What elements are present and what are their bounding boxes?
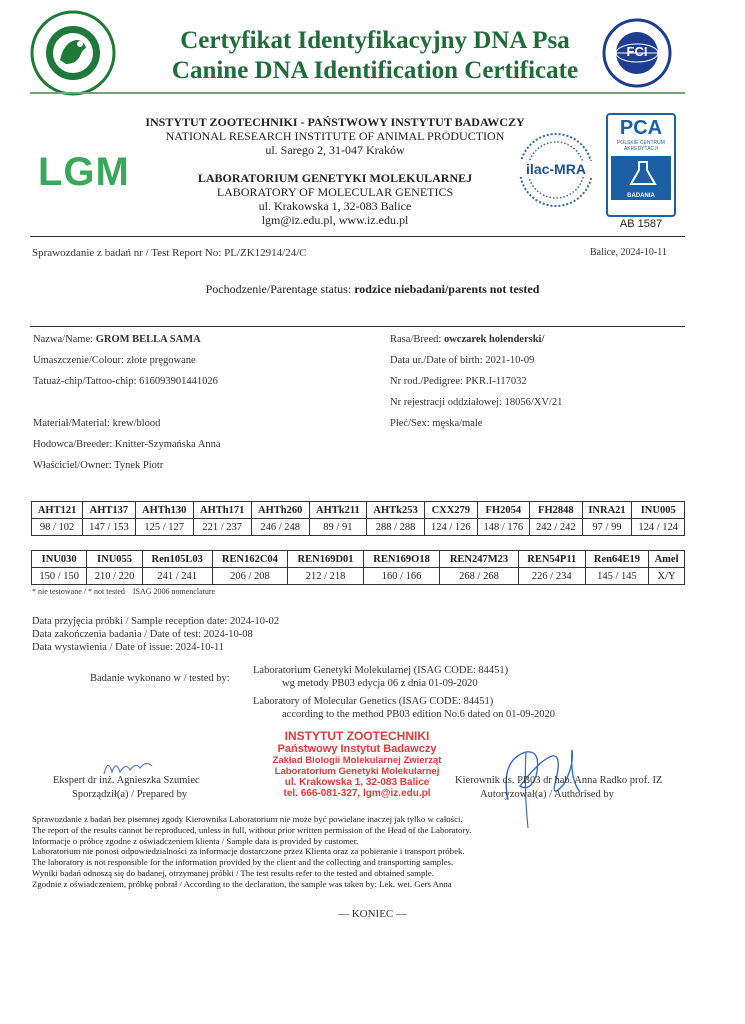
allele-value-cell: 246 / 248: [251, 519, 309, 536]
ilac-label: ilac-MRA: [518, 161, 594, 177]
signature-right-role: Autoryzował(a) / Authorised by: [480, 789, 614, 800]
marker-header-cell: CXX279: [425, 502, 478, 519]
marker-header-cell: AHT137: [83, 502, 136, 519]
zkwp-emblem-icon: [30, 10, 116, 96]
signature-left-name: Ekspert dr inż. Agnieszka Szumiec: [53, 775, 200, 786]
footer-notes: [32, 814, 692, 890]
allele-value-cell: 206 / 208: [212, 568, 288, 585]
tested-pl-2: wg metody PB03 edycja 06 z dnia 01-09-2020: [282, 678, 478, 689]
lab-name-en: LABORATORY OF MOLECULAR GENETICS: [216, 185, 454, 199]
institute-stamp: [248, 730, 466, 799]
allele-table-2: [31, 550, 685, 585]
marker-header-cell: REN247M23: [440, 551, 519, 568]
stamp-line-2: Państwowy Instytut Badawczy: [277, 743, 437, 755]
allele-value-cell: 241 / 241: [142, 568, 212, 585]
allele-table-1-header: [32, 502, 685, 519]
footer-line: Zgodnie z oświadczeniem, próbkę pobrał / According to the declaration, the sample was taken by: Lek. wet. Gers Anna: [32, 878, 452, 889]
marker-header-cell: INRA21: [582, 502, 632, 519]
marker-header-cell: Ren105L03: [142, 551, 212, 568]
signature-left-role: Sporządził(a) / Prepared by: [72, 789, 188, 800]
allele-value-cell: 212 / 218: [288, 568, 364, 585]
stamp-line-6: tel. 666-081-327, lgm@iz.edu.pl: [283, 788, 431, 799]
stamp-line-5: ul. Krakowska 1, 32-083 Balice: [284, 777, 430, 788]
parentage-label: Pochodzenie/Parentage status:: [205, 282, 352, 296]
pca-title: PCA: [619, 117, 663, 139]
marker-header-cell: AHTk253: [367, 502, 425, 519]
dog-breed-label: Rasa/Breed:: [390, 334, 442, 345]
allele-value-cell: 124 / 124: [632, 519, 685, 536]
allele-table-2-header: [32, 551, 685, 568]
fci-logo: [602, 18, 672, 88]
footer-line: The report of the results cannot be reproduced, unless in full, without prior written permission of the Head of the Laboratory.: [32, 824, 472, 835]
marker-header-cell: AHTh171: [193, 502, 251, 519]
allele-value-cell: X/Y: [649, 568, 685, 585]
dog-colour: Umaszczenie/Colour: złote pręgowane: [33, 355, 196, 366]
report-date: Balice, 2024-10-11: [590, 247, 667, 258]
dog-breeder: Hodowca/Breeder: Knitter-Szymańska Anna: [33, 439, 221, 450]
marker-header-cell: FH2848: [530, 502, 583, 519]
allele-value-cell: 221 / 237: [193, 519, 251, 536]
dog-name: [33, 334, 201, 345]
institute-name-en: NATIONAL RESEARCH INSTITUTE OF ANIMAL PRODUCTION: [165, 129, 505, 143]
allele-value-cell: 89 / 91: [309, 519, 366, 536]
title-pl: Certyfikat Identyfikacyjny DNA Psa: [180, 27, 570, 54]
signature-right-name: Kierownik ds. PB03 dr hab. Anna Radko prof. IZ: [455, 775, 663, 786]
flask-icon: [613, 158, 673, 192]
marker-header-cell: INU005: [632, 502, 685, 519]
marker-header-cell: AHTh260: [251, 502, 309, 519]
marker-header-cell: INU030: [32, 551, 87, 568]
footer-line: Informacje o próbce zgodne z oświadczeniem klienta / Sample data is provided by customer.: [32, 835, 359, 846]
marker-header-cell: AHTk211: [309, 502, 366, 519]
rule-2: [30, 326, 685, 327]
allele-value-cell: 150 / 150: [32, 568, 87, 585]
marker-header-cell: REN162C04: [212, 551, 288, 568]
footer-line: Laboratorium nie ponosi odpowiedzialności za informacje dostarczone przez Klienta oraz za pobieranie i transport próbek.: [32, 846, 465, 857]
pca-number: AB 1587: [619, 218, 663, 230]
marker-header-cell: REN169O18: [363, 551, 439, 568]
dog-pedigree: Nr rod./Pedigree: PKR.I-117032: [390, 376, 527, 387]
pca-logo: [606, 113, 676, 217]
institute-name-pl: INSTYTUT ZOOTECHNIKI - PAŃSTWOWY INSTYTUT BADAWCZY: [145, 115, 525, 129]
stamp-line-4: Laboratorium Genetyki Molekularnej: [274, 766, 440, 777]
marker-header-cell: AHT121: [32, 502, 83, 519]
fci-label: FCI: [626, 44, 648, 59]
allele-table-1: [31, 501, 685, 536]
date-reception: Data przyjęcia próbki / Sample reception date: 2024-10-02: [32, 616, 279, 627]
dog-material: Materiał/Material: krew/blood: [33, 418, 161, 429]
allele-value-cell: 210 / 220: [87, 568, 142, 585]
tested-label: Badanie wykonano w / tested by:: [90, 673, 230, 684]
pca-badania: BADANIA: [627, 193, 655, 199]
allele-table-1-values: [32, 519, 685, 536]
allele-value-cell: 268 / 268: [440, 568, 519, 585]
zkwp-logo: [30, 10, 116, 96]
marker-header-cell: INU055: [87, 551, 142, 568]
tested-en-2: according to the method PB03 edition No.6 dated on 01-09-2020: [282, 709, 555, 720]
marker-header-cell: AHTh130: [135, 502, 193, 519]
allele-value-cell: 145 / 145: [585, 568, 648, 585]
allele-table-2-values: [32, 568, 685, 585]
dog-sex: Płeć/Sex: męska/male: [390, 418, 483, 429]
report-number: Sprawozdanie z badań nr / Test Report No: PL/ZK12914/24/C: [32, 247, 307, 259]
date-test: Data zakończenia badania / Date of test: 2024-10-08: [32, 629, 253, 640]
stamp-line-1: INSTYTUT ZOOTECHNIKI: [284, 729, 430, 743]
dog-tattoo: Tatuaż-chip/Tattoo-chip: 616093901441026: [33, 376, 218, 387]
stamp-line-3: Zakład Biologii Molekularnej Zwierząt: [272, 755, 442, 766]
institute-block: [100, 115, 570, 227]
allele-value-cell: 97 / 99: [582, 519, 632, 536]
dog-breed: [390, 334, 544, 345]
dog-dob: Data ur./Date of birth: 2021-10-09: [390, 355, 535, 366]
tested-en-1: Laboratory of Molecular Genetics (ISAG CODE: 84451): [253, 696, 494, 707]
allele-value-cell: 288 / 288: [367, 519, 425, 536]
marker-header-cell: FH2054: [477, 502, 530, 519]
header-rule: [30, 92, 685, 94]
allele-value-cell: 125 / 127: [135, 519, 193, 536]
allele-value-cell: 147 / 153: [83, 519, 136, 536]
dog-name-label: Nazwa/Name:: [33, 334, 94, 345]
allele-value-cell: 242 / 242: [530, 519, 583, 536]
tested-pl-1: Laboratorium Genetyki Molekularnej (ISAG CODE: 84451): [253, 665, 509, 676]
marker-header-cell: REN54P11: [518, 551, 585, 568]
lab-name-pl: LABORATORIUM GENETYKI MOLEKULARNEJ: [197, 171, 473, 185]
title-en: Canine DNA Identification Certificate: [171, 57, 579, 84]
pca-flask-box: [611, 156, 671, 200]
date-issue: Data wystawienia / Date of issue: 2024-10-11: [32, 642, 225, 653]
table-note: * nie testowane / * not tested ISAG 2006 nomenclature: [32, 587, 216, 596]
marker-header-cell: REN169D01: [288, 551, 364, 568]
dog-registry: Nr rejestracji oddziałowej: 18056/XV/21: [390, 397, 563, 408]
allele-value-cell: 226 / 234: [518, 568, 585, 585]
allele-value-cell: 124 / 126: [425, 519, 478, 536]
pca-subtitle: POLSKIE CENTRUM AKREDYTACJI: [617, 140, 665, 152]
parentage: [0, 282, 745, 297]
allele-value-cell: 148 / 176: [477, 519, 530, 536]
institute-address: ul. Sarego 2, 31-047 Kraków: [265, 143, 405, 157]
allele-value-cell: 98 / 102: [32, 519, 83, 536]
marker-header-cell: Ren64E19: [585, 551, 648, 568]
marker-header-cell: Amel: [649, 551, 685, 568]
dog-name-value: GROM BELLA SAMA: [95, 334, 201, 345]
parentage-value: rodzice niebadani/parents not tested: [354, 282, 540, 296]
dog-owner: Właściciel/Owner: Tynek Piotr: [33, 460, 164, 471]
rule-1: [30, 236, 685, 237]
footer-line: Wyniki badań odnoszą się do badanej, otrzymanej próbki / The test results refer to the tested and obtained sample.: [32, 867, 434, 878]
footer-line: The laboratory is not responsible for the information provided by the client and the collecting and transporting samples.: [32, 857, 454, 868]
footer-line: Sprawozdanie z badań bez pisemnej zgody Kierownika Laboratorium nie może być powielane inaczej jak tylko w całości.: [32, 814, 463, 824]
lab-contact: lgm@iz.edu.pl, www.iz.edu.pl: [261, 213, 409, 227]
lgm-logo-text: LGM: [38, 150, 130, 194]
lab-address: ul. Krakowska 1, 32-083 Balice: [258, 199, 412, 213]
ilac-logo: [516, 130, 596, 210]
allele-value-cell: 160 / 166: [363, 568, 439, 585]
end-marker: — KONIEC —: [337, 908, 408, 920]
dog-breed-value: owczarek holenderski/: [443, 334, 545, 345]
